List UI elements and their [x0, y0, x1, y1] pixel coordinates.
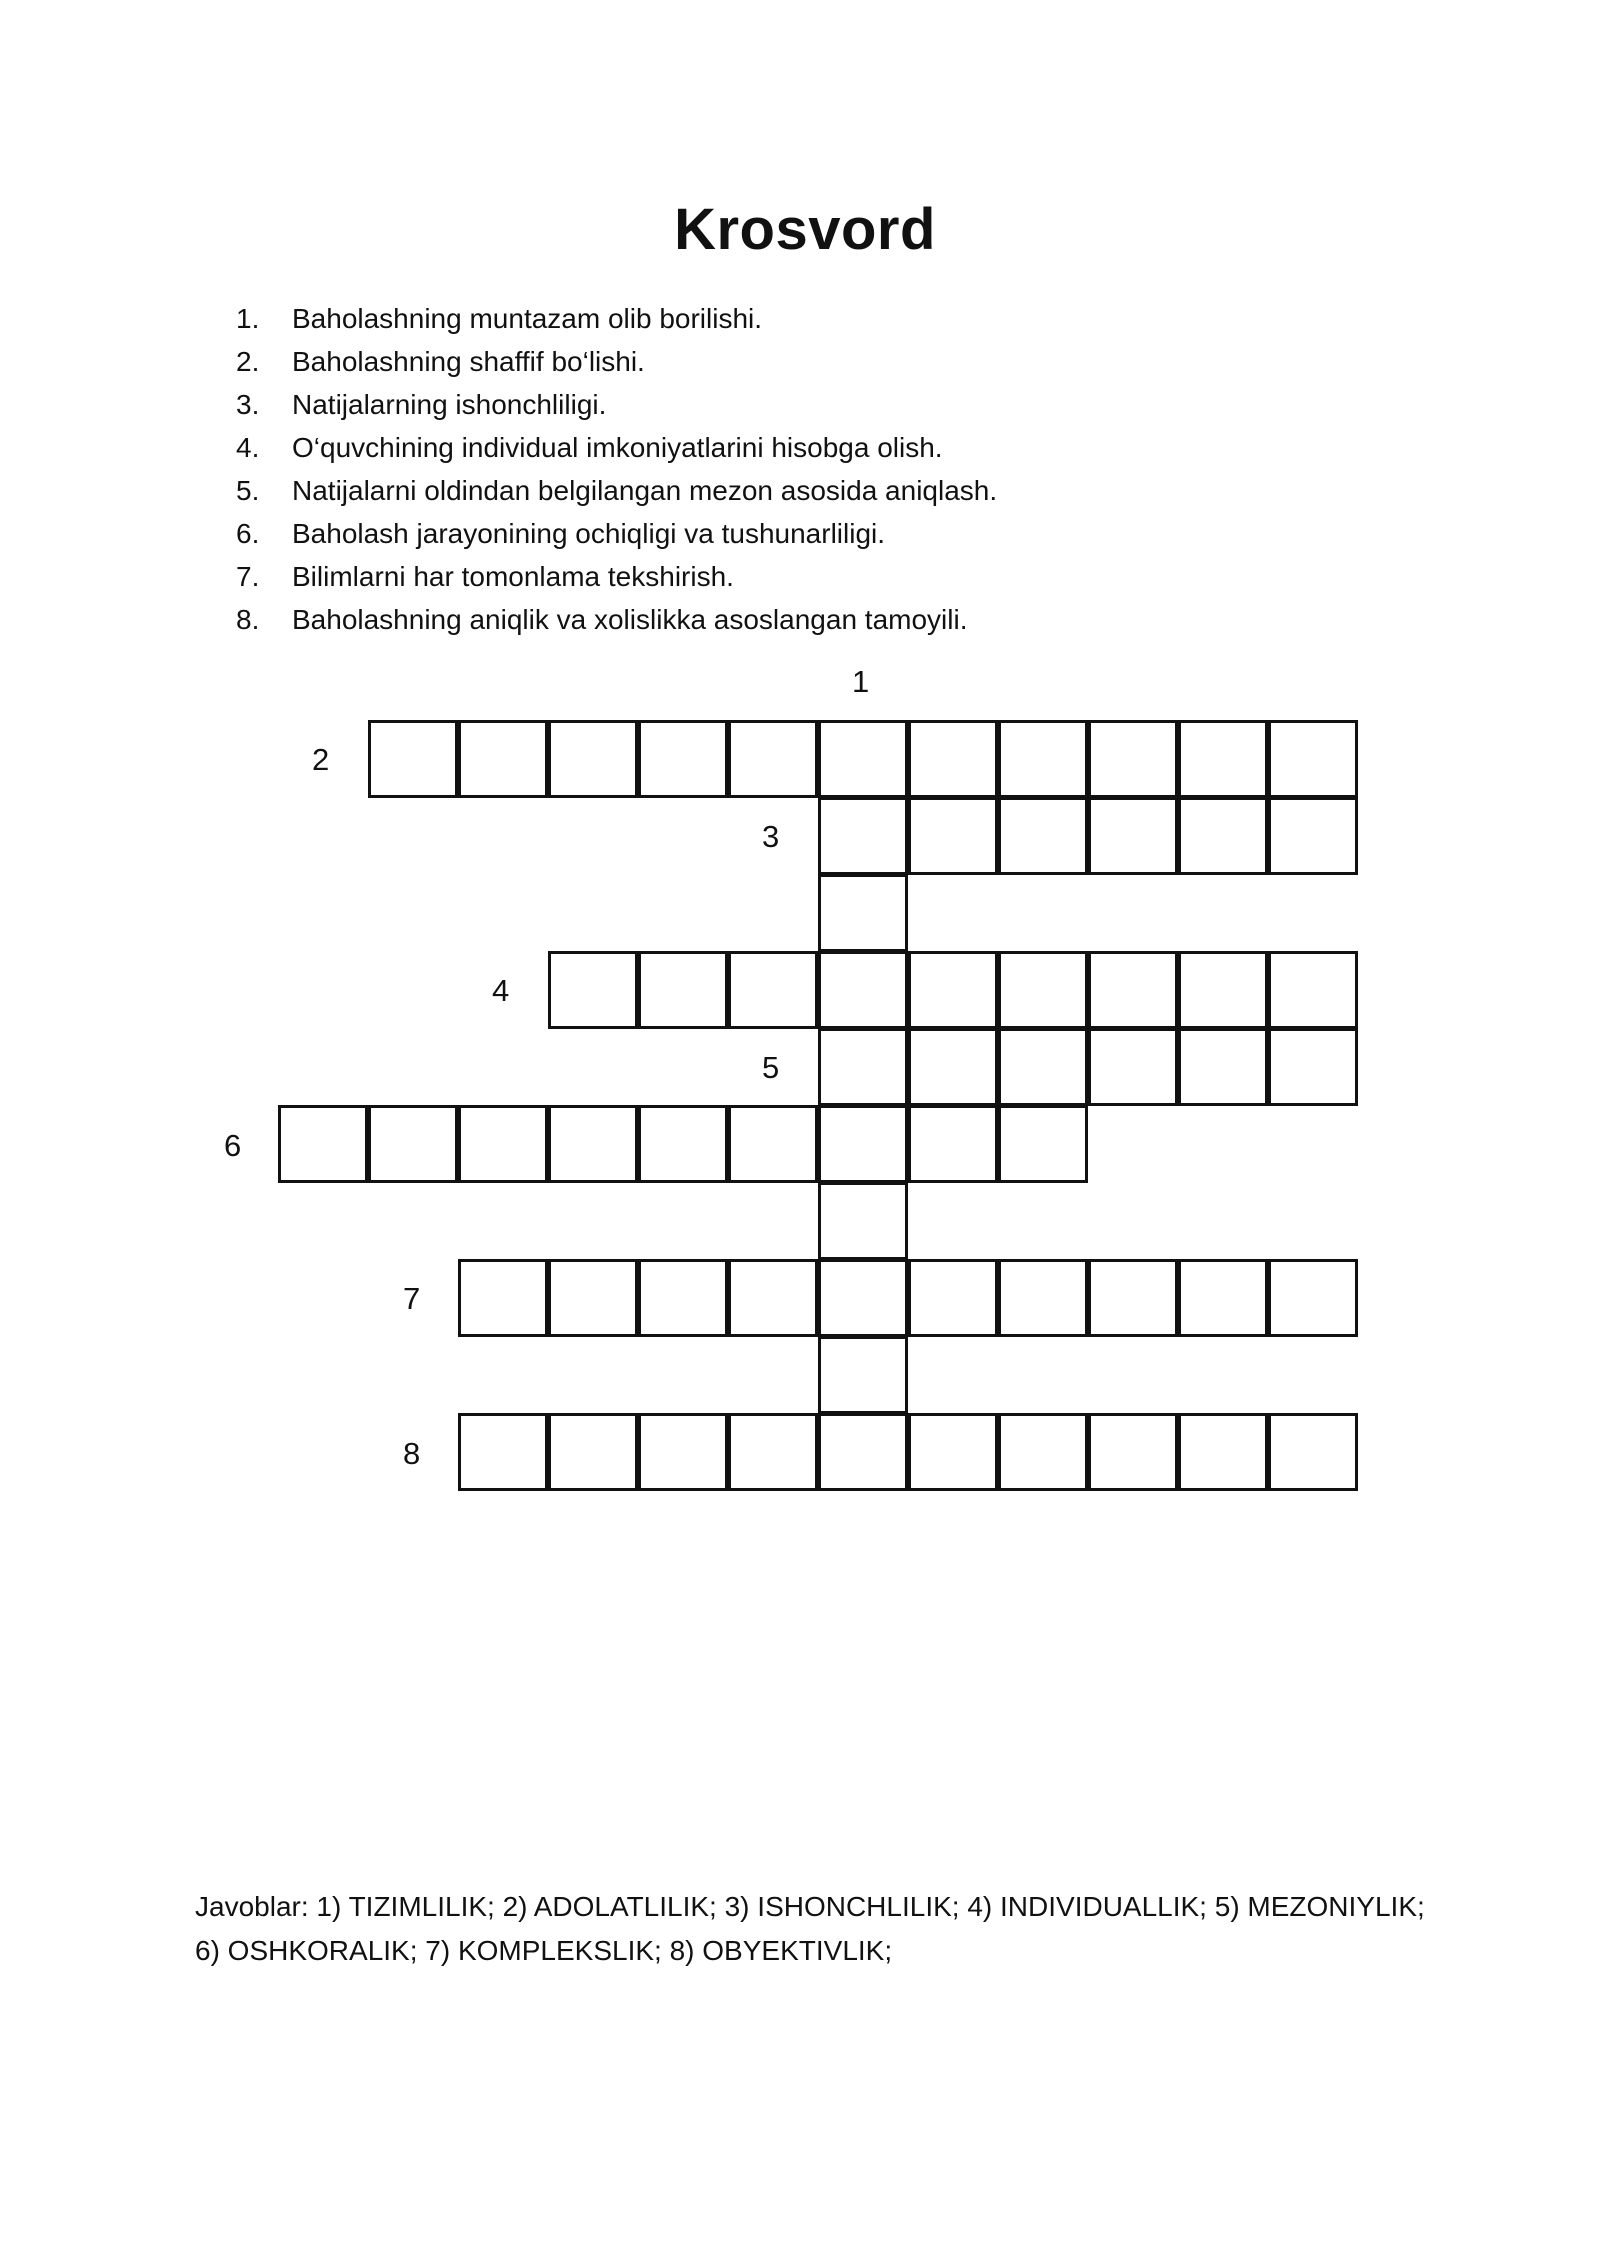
- crossword-cell[interactable]: [1178, 1413, 1268, 1491]
- clue-number-label: 7: [403, 1281, 421, 1316]
- clue-text: Natijalarning ishonchliligi.: [292, 389, 607, 420]
- crossword-cell[interactable]: [548, 1259, 638, 1337]
- crossword-cell[interactable]: [818, 797, 908, 875]
- clue-text: Baholashning shaffif bo‘lishi.: [292, 346, 645, 377]
- clue-number: 5.: [236, 475, 260, 506]
- clue-number: 1.: [236, 303, 260, 334]
- clue-number-label: 8: [403, 1436, 421, 1471]
- crossword-cell[interactable]: [1268, 951, 1358, 1029]
- clue-number-label: 5: [762, 1050, 780, 1085]
- answers-section: [195, 1885, 1445, 1973]
- crossword-cell[interactable]: [998, 1413, 1088, 1491]
- crossword-cell[interactable]: [818, 1105, 908, 1183]
- crossword-cell[interactable]: [368, 1105, 458, 1183]
- crossword-cell[interactable]: [998, 797, 1088, 875]
- crossword-cell[interactable]: [998, 951, 1088, 1029]
- crossword-cell[interactable]: [818, 874, 908, 952]
- crossword-cell[interactable]: [908, 951, 998, 1029]
- crossword-cell[interactable]: [458, 720, 548, 798]
- crossword-cell[interactable]: [908, 1105, 998, 1183]
- clue-number: 6.: [236, 518, 260, 549]
- crossword-cell[interactable]: [638, 951, 728, 1029]
- crossword-cell[interactable]: [278, 1105, 368, 1183]
- crossword-cell[interactable]: [818, 1182, 908, 1260]
- crossword-cell[interactable]: [1268, 1028, 1358, 1106]
- clue-number-label: 4: [492, 973, 510, 1008]
- crossword-cell[interactable]: [1178, 720, 1268, 798]
- crossword-cell[interactable]: [548, 1105, 638, 1183]
- answers-line: Javoblar: 1) TIZIMLILIK; 2) ADOLATLILIK; 3) ISHONCHLILIK; 4) INDIVIDUALLIK; 5) MEZONIYLIK;: [195, 1891, 1425, 1922]
- crossword-cell[interactable]: [458, 1105, 548, 1183]
- crossword-cell[interactable]: [548, 951, 638, 1029]
- clue-number: 7.: [236, 561, 260, 592]
- page-title: Krosvord: [674, 197, 936, 262]
- clue-text: Baholash jarayonining ochiqligi va tushunarliligi.: [292, 518, 886, 549]
- crossword-cell[interactable]: [638, 1259, 728, 1337]
- crossword-cell[interactable]: [818, 1028, 908, 1106]
- crossword-cell[interactable]: [908, 720, 998, 798]
- crossword-cell[interactable]: [728, 1105, 818, 1183]
- clue-text: O‘quvchining individual imkoniyatlarini hisobga olish.: [292, 432, 943, 463]
- crossword-cell[interactable]: [728, 720, 818, 798]
- crossword-cell[interactable]: [1088, 1259, 1178, 1337]
- crossword-cell[interactable]: [908, 797, 998, 875]
- crossword-cell[interactable]: [1178, 1259, 1268, 1337]
- crossword-cell[interactable]: [1088, 720, 1178, 798]
- crossword-cell[interactable]: [908, 1413, 998, 1491]
- crossword-cell[interactable]: [1088, 1413, 1178, 1491]
- crossword-cell[interactable]: [458, 1259, 548, 1337]
- crossword-cell[interactable]: [998, 1105, 1088, 1183]
- clue-number: 8.: [236, 604, 260, 635]
- crossword-cell[interactable]: [728, 1259, 818, 1337]
- crossword-cell[interactable]: [1268, 720, 1358, 798]
- crossword-cell[interactable]: [998, 1028, 1088, 1106]
- crossword-cell[interactable]: [818, 720, 908, 798]
- clue-number-label: 3: [762, 819, 780, 854]
- crossword-cell[interactable]: [728, 951, 818, 1029]
- crossword-cell[interactable]: [1268, 797, 1358, 875]
- answers-line: 6) OSHKORALIK; 7) KOMPLEKSLIK; 8) OBYEKTIVLIK;: [195, 1935, 893, 1966]
- crossword-cell[interactable]: [638, 720, 728, 798]
- crossword-cell[interactable]: [998, 720, 1088, 798]
- clue-text: Baholashning muntazam olib borilishi.: [292, 303, 763, 334]
- clue-text: Natijalarni oldindan belgilangan mezon asosida aniqlash.: [292, 475, 998, 506]
- crossword-cell[interactable]: [1178, 951, 1268, 1029]
- clue-number-label: 1: [852, 664, 870, 699]
- crossword-cell[interactable]: [1088, 1028, 1178, 1106]
- crossword-cell[interactable]: [1088, 797, 1178, 875]
- clue-number: 3.: [236, 389, 260, 420]
- clue-number: 2.: [236, 346, 260, 377]
- crossword-cell[interactable]: [1268, 1259, 1358, 1337]
- clue-text: Baholashning aniqlik va xolislikka asoslangan tamoyili.: [292, 604, 968, 635]
- crossword-cell[interactable]: [818, 1413, 908, 1491]
- crossword-cell[interactable]: [638, 1413, 728, 1491]
- clue-text: Bilimlarni har tomonlama tekshirish.: [292, 561, 734, 592]
- crossword-cell[interactable]: [638, 1105, 728, 1183]
- crossword-cell[interactable]: [548, 1413, 638, 1491]
- crossword-cell[interactable]: [818, 951, 908, 1029]
- crossword-cell[interactable]: [1268, 1413, 1358, 1491]
- crossword-cell[interactable]: [818, 1336, 908, 1414]
- crossword-cell[interactable]: [1178, 797, 1268, 875]
- crossword-cell[interactable]: [908, 1028, 998, 1106]
- clue-number: 4.: [236, 432, 260, 463]
- crossword-cell[interactable]: [548, 720, 638, 798]
- crossword-cell[interactable]: [908, 1259, 998, 1337]
- crossword-cell[interactable]: [998, 1259, 1088, 1337]
- crossword-cell[interactable]: [728, 1413, 818, 1491]
- crossword-cell[interactable]: [818, 1259, 908, 1337]
- crossword-cell[interactable]: [1178, 1028, 1268, 1106]
- crossword-cell[interactable]: [1088, 951, 1178, 1029]
- crossword-cell[interactable]: [458, 1413, 548, 1491]
- clue-number-label: 6: [224, 1128, 242, 1163]
- clue-number-label: 2: [312, 742, 330, 777]
- crossword-cell[interactable]: [368, 720, 458, 798]
